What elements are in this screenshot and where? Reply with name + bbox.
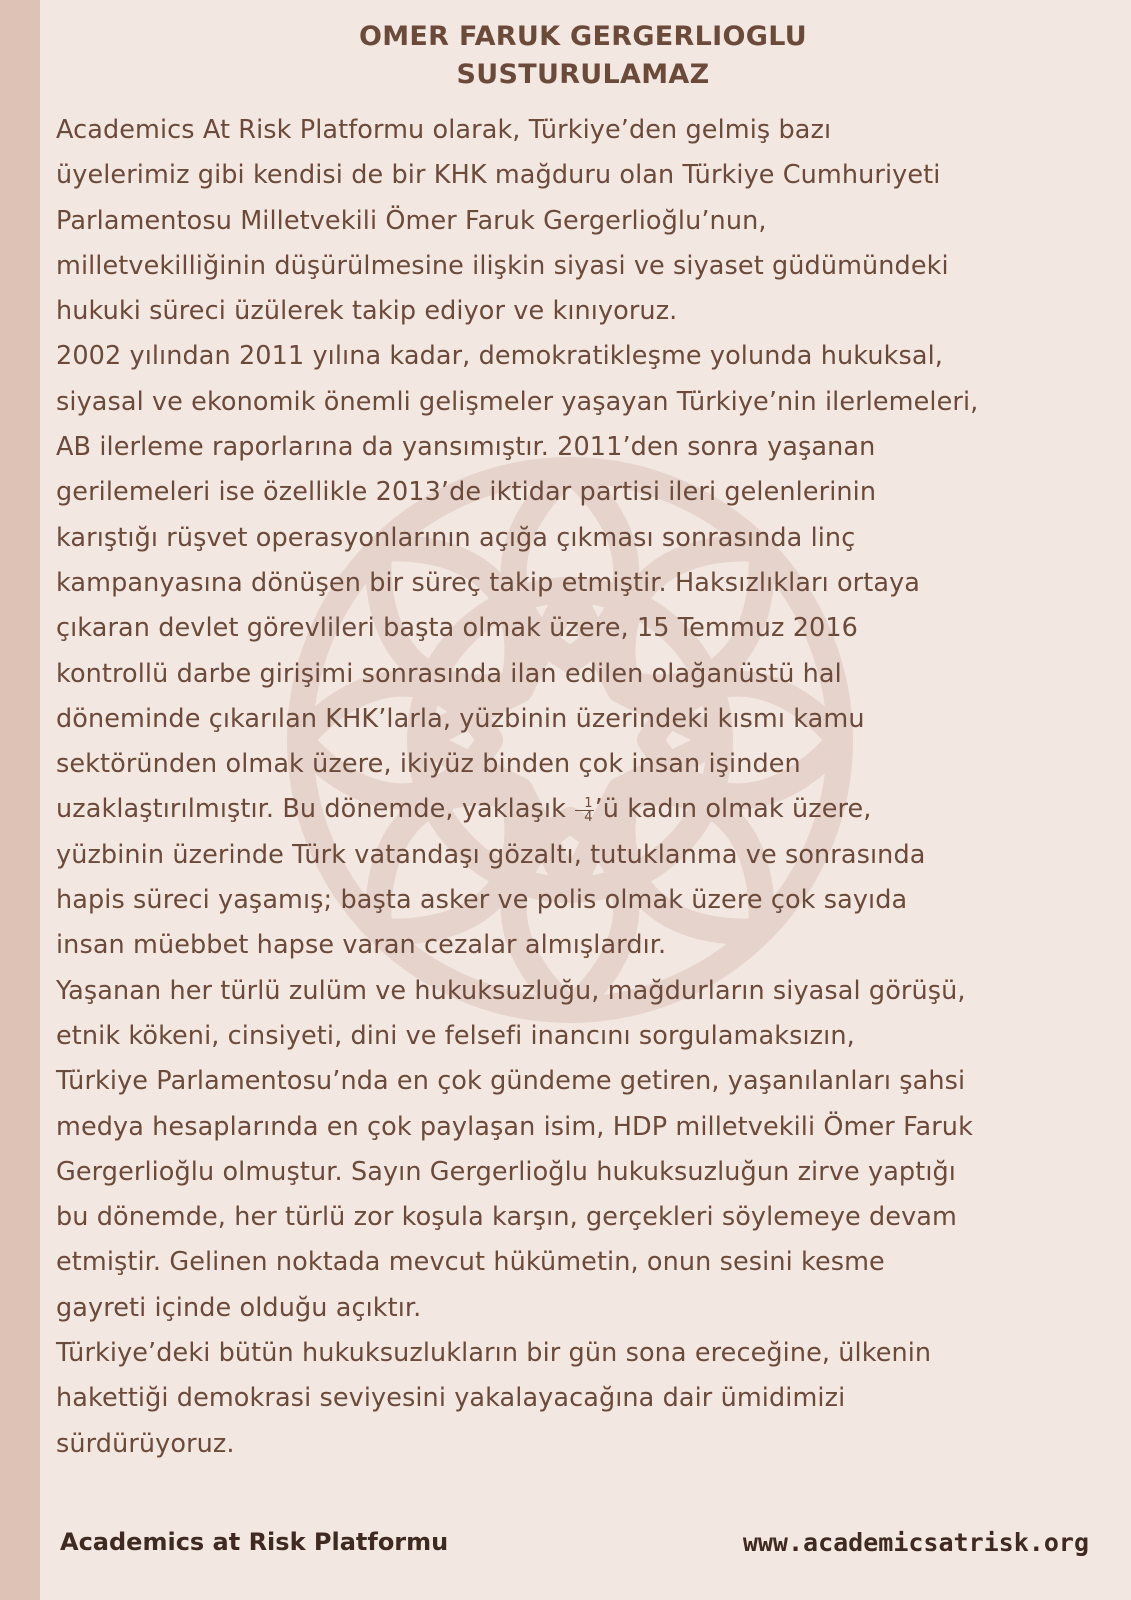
text-line: karıştığı rüşvet operasyonlarının açığa çıkması sonrasında linç [56, 522, 856, 553]
fraction-line-after: ’ü kadın olmak üzere, [594, 794, 872, 825]
text-line: hakettiği demokrasi seviyesini yakalayacağına dair ümidimizi [56, 1383, 846, 1414]
text-line: AB ilerleme raporlarına da yansımıştır. 2011’den sonra yaşanan [56, 432, 876, 463]
paragraph-3 [48, 969, 1118, 1331]
text-line: Türkiye Parlamentosu’nda en çok gündeme getiren, yaşanılanları şahsi [56, 1066, 966, 1097]
text-line: bu dönemde, her türlü zor koşula karşın, gerçekleri söylemeye devam [56, 1202, 957, 1233]
document-title [48, 18, 1118, 94]
text-line: Parlamentosu Milletvekili Ömer Faruk Gergerlioğlu’nun, [56, 205, 767, 236]
paragraph-1 [48, 108, 1118, 334]
text-line: çıkaran devlet görevlileri başta olmak üzere, 15 Temmuz 2016 [56, 613, 859, 644]
title-line-2: SUSTURULAMAZ [456, 59, 710, 90]
paragraph-2 [48, 334, 1118, 968]
text-line: insan müebbet hapse varan cezalar almışlardır. [56, 930, 667, 961]
title-line-1: OMER FARUK GERGERLIOGLU [359, 21, 807, 52]
text-line: gayreti içinde olduğu açıktır. [56, 1292, 422, 1323]
text-line: kampanyasına dönüşen bir süreç takip etmiştir. Haksızlıkları ortaya [56, 567, 921, 598]
fraction-line-before: uzaklaştırılmıştır. Bu dönemde, yaklaşık [56, 794, 575, 825]
text-line-with-fraction [48, 787, 1118, 832]
footer-organization: Academics at Risk Platformu [60, 1528, 449, 1556]
text-line: döneminde çıkarılan KHK’larla, yüzbinin üzerindeki kısmı kamu [56, 703, 865, 734]
text-line: milletvekilliğinin düşürülmesine ilişkin siyasi ve siyaset güdümündeki [56, 250, 949, 281]
fraction-one-quarter [575, 797, 593, 824]
page-footer [60, 1528, 1089, 1568]
text-line: hapis süreci yaşamış; başta asker ve polis olmak üzere çok sayıda [56, 885, 908, 916]
text-line: medya hesaplarında en çok paylaşan isim, HDP milletvekili Ömer Faruk [56, 1111, 973, 1142]
text-line: gerilemeleri ise özellikle 2013’de iktidar partisi ileri gelenlerinin [56, 477, 877, 508]
text-line: etmiştir. Gelinen noktada mevcut hükümetin, onun sesini kesme [56, 1247, 885, 1278]
text-line: sektöründen olmak üzere, ikiyüz binden çok insan işinden [56, 749, 801, 780]
text-line: Academics At Risk Platformu olarak, Türkiye’den gelmiş bazı [56, 115, 832, 145]
text-line: üyelerimiz gibi kendisi de bir KHK mağduru olan Türkiye Cumhuriyeti [56, 160, 941, 191]
text-line: Türkiye’deki bütün hukuksuzlukların bir gün sona ereceğine, ülkenin [56, 1338, 932, 1369]
text-line: siyasal ve ekonomik önemli gelişmeler yaşayan Türkiye’nin ilerlemeleri, [56, 386, 979, 417]
text-line: 2002 yılından 2011 yılına kadar, demokratikleşme yolunda hukuksal, [56, 341, 943, 372]
left-margin-band [0, 0, 40, 1600]
text-line: Yaşanan her türlü zulüm ve hukuksuzluğu, mağdurların siyasal görüşü, [56, 975, 966, 1006]
text-line: etnik kökeni, cinsiyeti, dini ve felsefi inancını sorgulamaksızın, [56, 1020, 855, 1051]
footer-website-link[interactable]: www.academicsatrisk.org [742, 1528, 1089, 1557]
text-line: yüzbinin üzerinde Türk vatandaşı gözaltı, tutuklanma ve sonrasında [56, 839, 926, 870]
text-line: sürdürüyoruz. [56, 1428, 235, 1459]
fraction-denominator: 4 [584, 809, 593, 825]
document-body [48, 18, 1118, 1558]
fraction-numerator: 1 [575, 797, 593, 811]
text-line: kontrollü darbe girişimi sonrasında ilan edilen olağanüstü hal [56, 658, 842, 689]
text-line: hukuki süreci üzülerek takip ediyor ve kınıyoruz. [56, 296, 678, 327]
paragraph-4 [48, 1331, 1118, 1467]
text-line: Gergerlioğlu olmuştur. Sayın Gergerlioğlu hukuksuzluğun zirve yaptığı [56, 1156, 956, 1187]
